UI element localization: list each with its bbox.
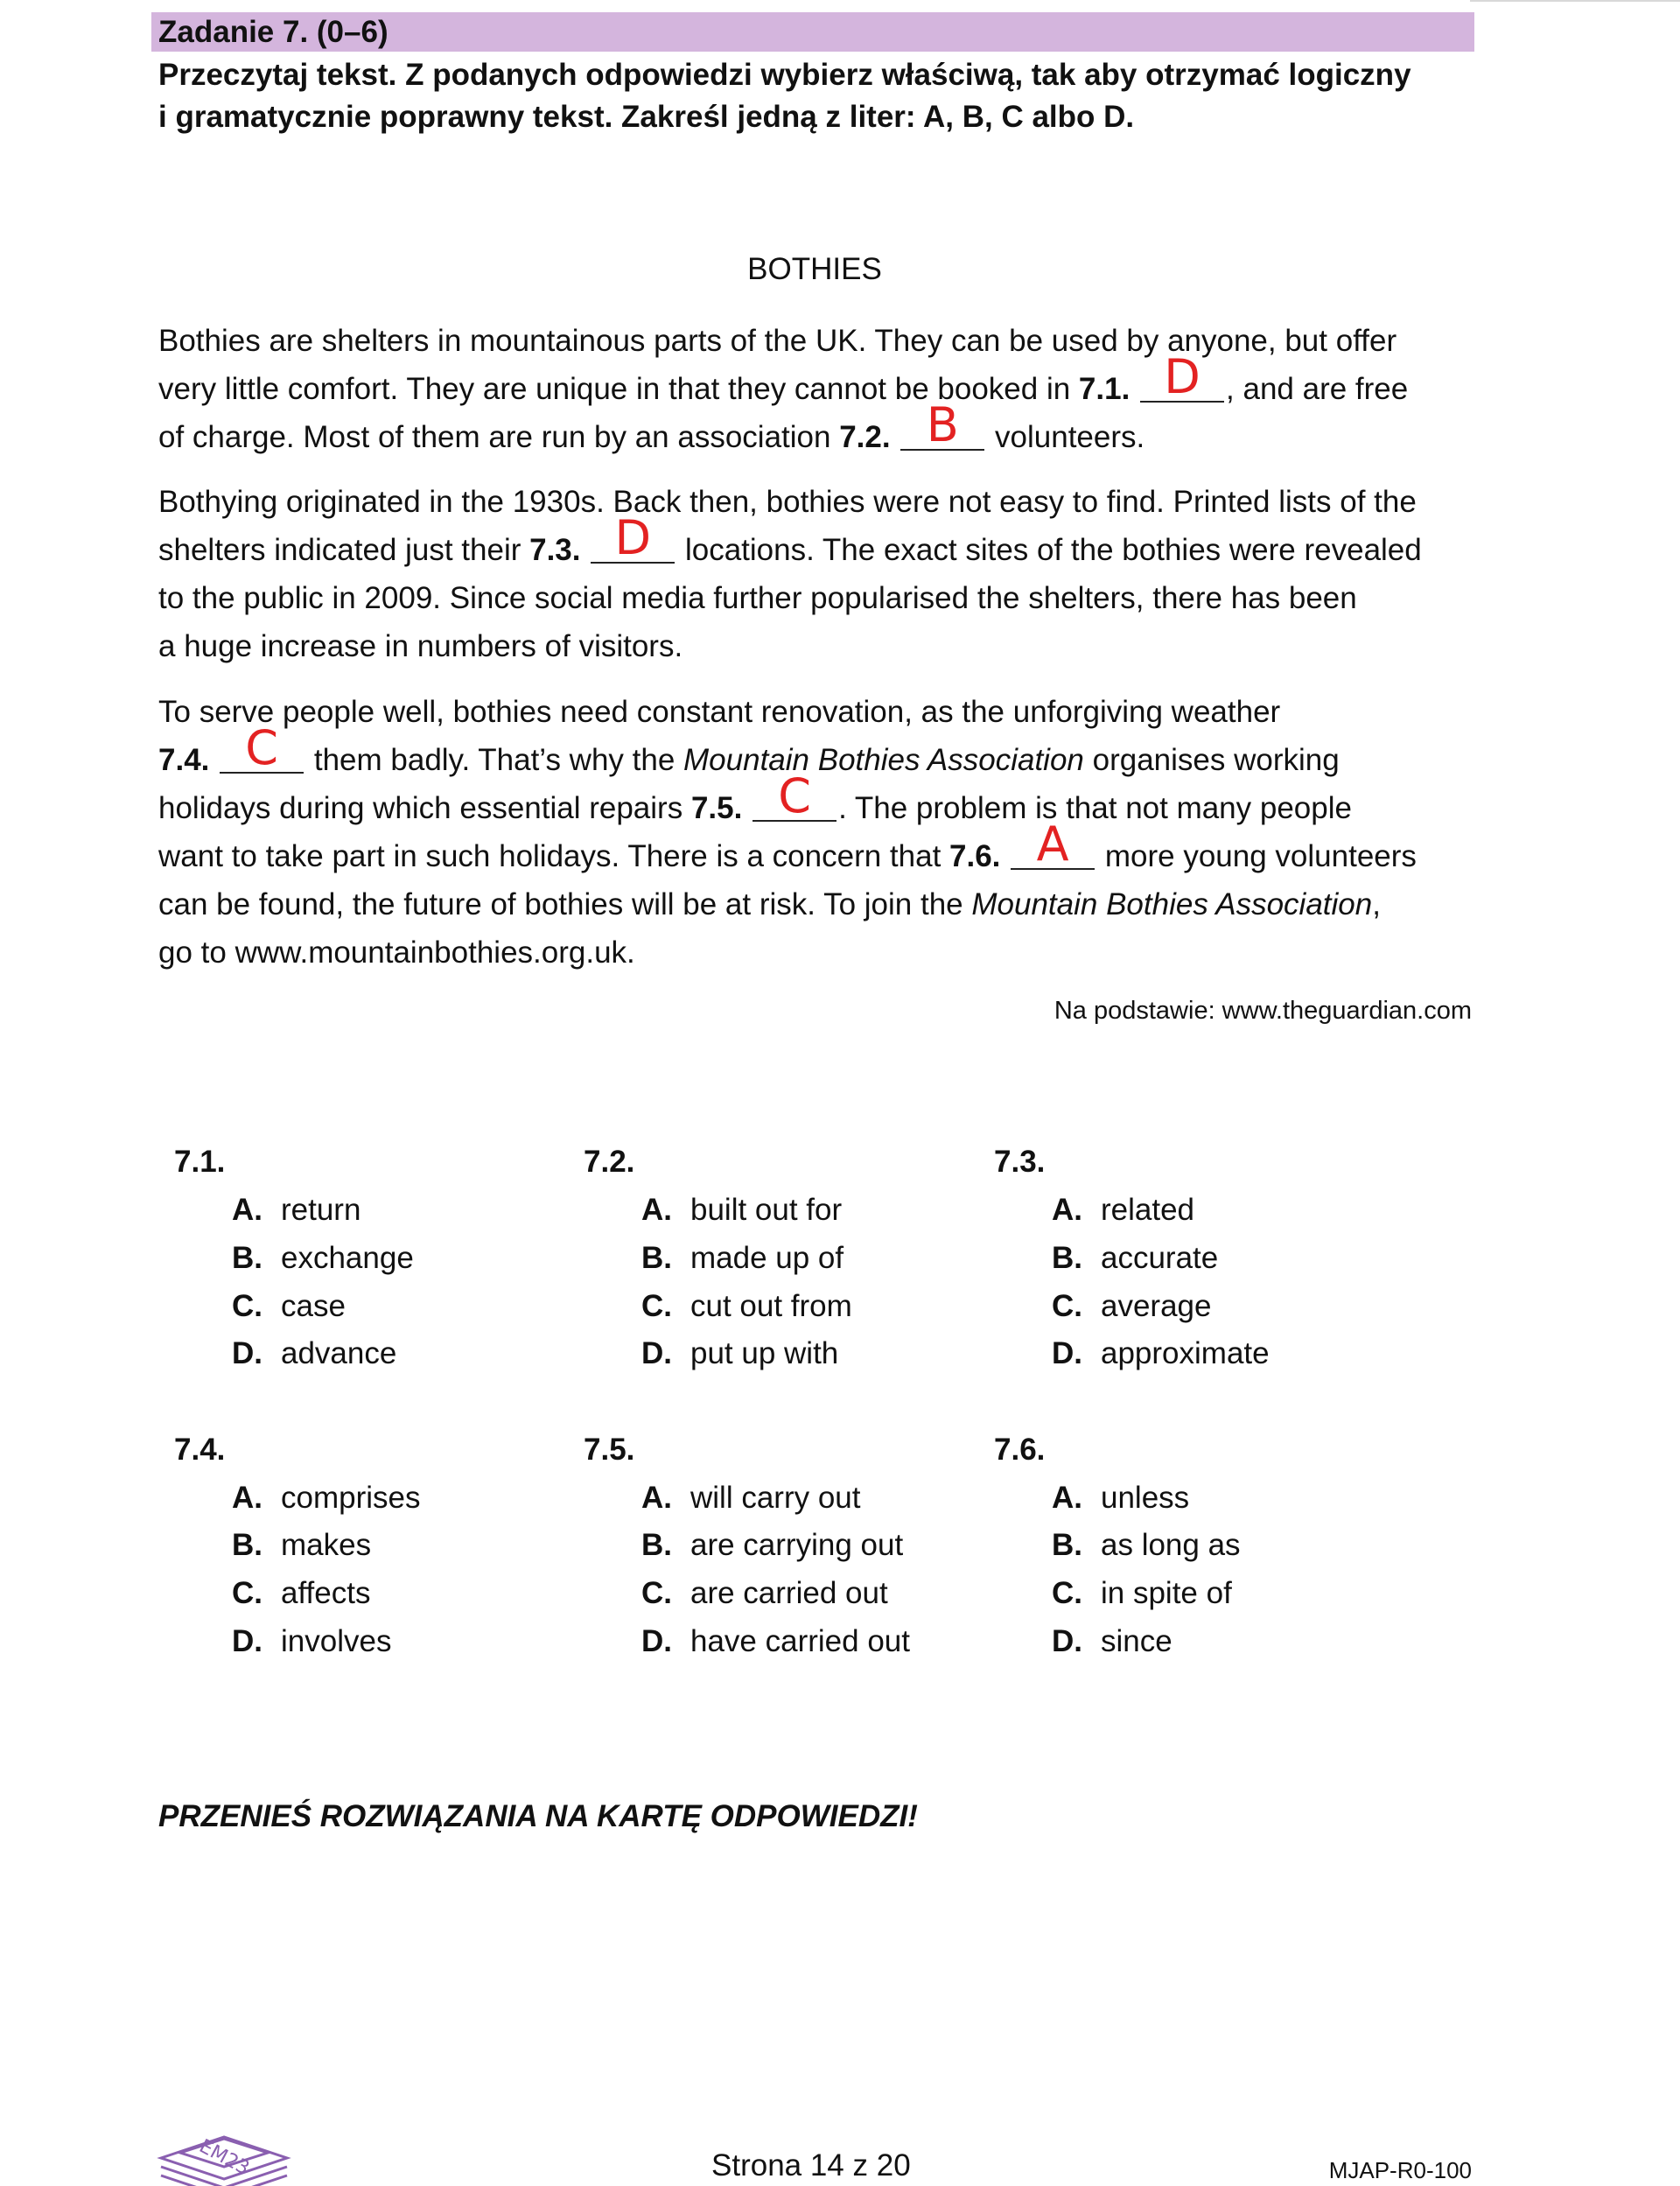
option-c[interactable]: C. average: [1052, 1289, 1212, 1323]
option-a[interactable]: A. comprises: [232, 1481, 421, 1515]
text-line: To serve people well, bothies need constant renovation, as the unforgiving weather: [158, 695, 1281, 729]
question-number: 7.4.: [174, 1433, 226, 1467]
option-d[interactable]: D. put up with: [641, 1336, 839, 1370]
text-line: very little comfort. They are unique in that they cannot be booked in 7.1. D , and are free: [158, 349, 1409, 406]
instruction-line: i gramatycznie poprawny tekst. Zakreśl jedną z liter: A, B, C albo D.: [158, 100, 1135, 134]
task-title: Zadanie 7. (0–6): [158, 15, 388, 49]
source-note: Na podstawie: www.theguardian.com: [1054, 997, 1472, 1025]
transfer-note: PRZENIEŚ ROZWIĄZANIA NA KARTĘ ODPOWIEDZI!: [158, 1799, 918, 1833]
option-b[interactable]: B. accurate: [1052, 1241, 1219, 1275]
handwritten-answer: B: [926, 397, 959, 452]
option-a[interactable]: A. built out for: [641, 1193, 843, 1227]
text-line: Bothies are shelters in mountainous parts of the UK. They can be used by anyone, but offer: [158, 324, 1397, 358]
gap-number: 7.5.: [690, 791, 743, 825]
text-line: go to www.mountainbothies.org.uk.: [158, 935, 635, 970]
exam-logo-icon: [154, 2118, 294, 2186]
option-d[interactable]: D. advance: [232, 1336, 397, 1370]
handwritten-answer: C: [778, 768, 811, 823]
paragraph-2: [158, 478, 1506, 670]
option-b[interactable]: B. makes: [232, 1528, 372, 1562]
gap-7-6[interactable]: [1009, 816, 1096, 872]
text-line: holidays during which essential repairs 7.5. C . The problem is that not many people: [158, 768, 1352, 825]
gap-number: 7.6.: [949, 839, 1001, 873]
logo-text: EM23: [195, 2135, 253, 2180]
top-divider: [1470, 0, 1680, 2]
text-line: can be found, the future of bothies will be at risk. To join the Mountain Bothies Association,: [158, 887, 1381, 921]
question-number: 7.6.: [994, 1433, 1046, 1467]
text-line: Bothying originated in the 1930s. Back then, bothies were not easy to find. Printed lists of the: [158, 485, 1417, 519]
exam-code: MJAP-R0-100: [1328, 2157, 1472, 2183]
option-b[interactable]: B. are carrying out: [641, 1528, 904, 1562]
option-c[interactable]: C. are carried out: [641, 1576, 888, 1610]
handwritten-answer: D: [614, 510, 652, 565]
option-c[interactable]: C. affects: [232, 1576, 371, 1610]
text-line: of charge. Most of them are run by an association 7.2. B volunteers.: [158, 397, 1145, 454]
gap-7-1[interactable]: [1138, 349, 1226, 404]
question-number: 7.2.: [584, 1145, 635, 1179]
option-c[interactable]: C. case: [232, 1289, 346, 1323]
option-b[interactable]: B. exchange: [232, 1241, 414, 1275]
option-c[interactable]: C. cut out from: [641, 1289, 852, 1323]
text-line: a huge increase in numbers of visitors.: [158, 629, 683, 663]
text-title: BOTHIES: [747, 252, 882, 286]
option-d[interactable]: D. approximate: [1052, 1336, 1270, 1370]
option-d[interactable]: D. involves: [232, 1624, 392, 1658]
text-line: want to take part in such holidays. There is a concern that 7.6. A more young volunteers: [158, 816, 1417, 873]
option-a[interactable]: A. related: [1052, 1193, 1195, 1227]
option-a[interactable]: A. return: [232, 1193, 361, 1227]
handwritten-answer: D: [1164, 349, 1200, 404]
task-header: [151, 12, 1474, 52]
option-b[interactable]: B. as long as: [1052, 1528, 1241, 1562]
gap-7-5[interactable]: [751, 768, 838, 823]
option-c[interactable]: C. in spite of: [1052, 1576, 1232, 1610]
option-a[interactable]: A. will carry out: [641, 1481, 861, 1515]
instruction-line: Przeczytaj tekst. Z podanych odpowiedzi wybierz właściwą, tak aby otrzymać logiczny: [158, 58, 1411, 92]
option-d[interactable]: D. have carried out: [641, 1624, 910, 1658]
text-line: to the public in 2009. Since social media further popularised the shelters, there has been: [158, 581, 1357, 615]
gap-7-3[interactable]: [589, 510, 676, 565]
question-number: 7.3.: [994, 1145, 1046, 1179]
text-line: 7.4. C them badly. That’s why the Mountain Bothies Association organises working: [158, 720, 1340, 777]
gap-number: 7.2.: [839, 420, 891, 454]
option-a[interactable]: A. unless: [1052, 1481, 1190, 1515]
page-number: Strona 14 z 20: [711, 2148, 911, 2182]
option-d[interactable]: D. since: [1052, 1624, 1172, 1658]
paragraph-1: [158, 317, 1506, 461]
handwritten-answer: A: [1036, 816, 1069, 872]
gap-number: 7.4.: [158, 743, 210, 777]
question-number: 7.5.: [584, 1433, 635, 1467]
paragraph-3: [158, 688, 1506, 977]
gap-number: 7.3.: [529, 533, 581, 567]
handwritten-answer: C: [245, 720, 278, 775]
gap-7-4[interactable]: [218, 720, 305, 775]
question-number: 7.1.: [174, 1145, 226, 1179]
task-instruction: [158, 54, 1488, 138]
gap-number: 7.1.: [1078, 372, 1130, 406]
gap-7-2[interactable]: [899, 397, 986, 452]
text-line: shelters indicated just their 7.3. D locations. The exact sites of the bothies were revealed: [158, 510, 1422, 567]
option-b[interactable]: B. made up of: [641, 1241, 844, 1275]
